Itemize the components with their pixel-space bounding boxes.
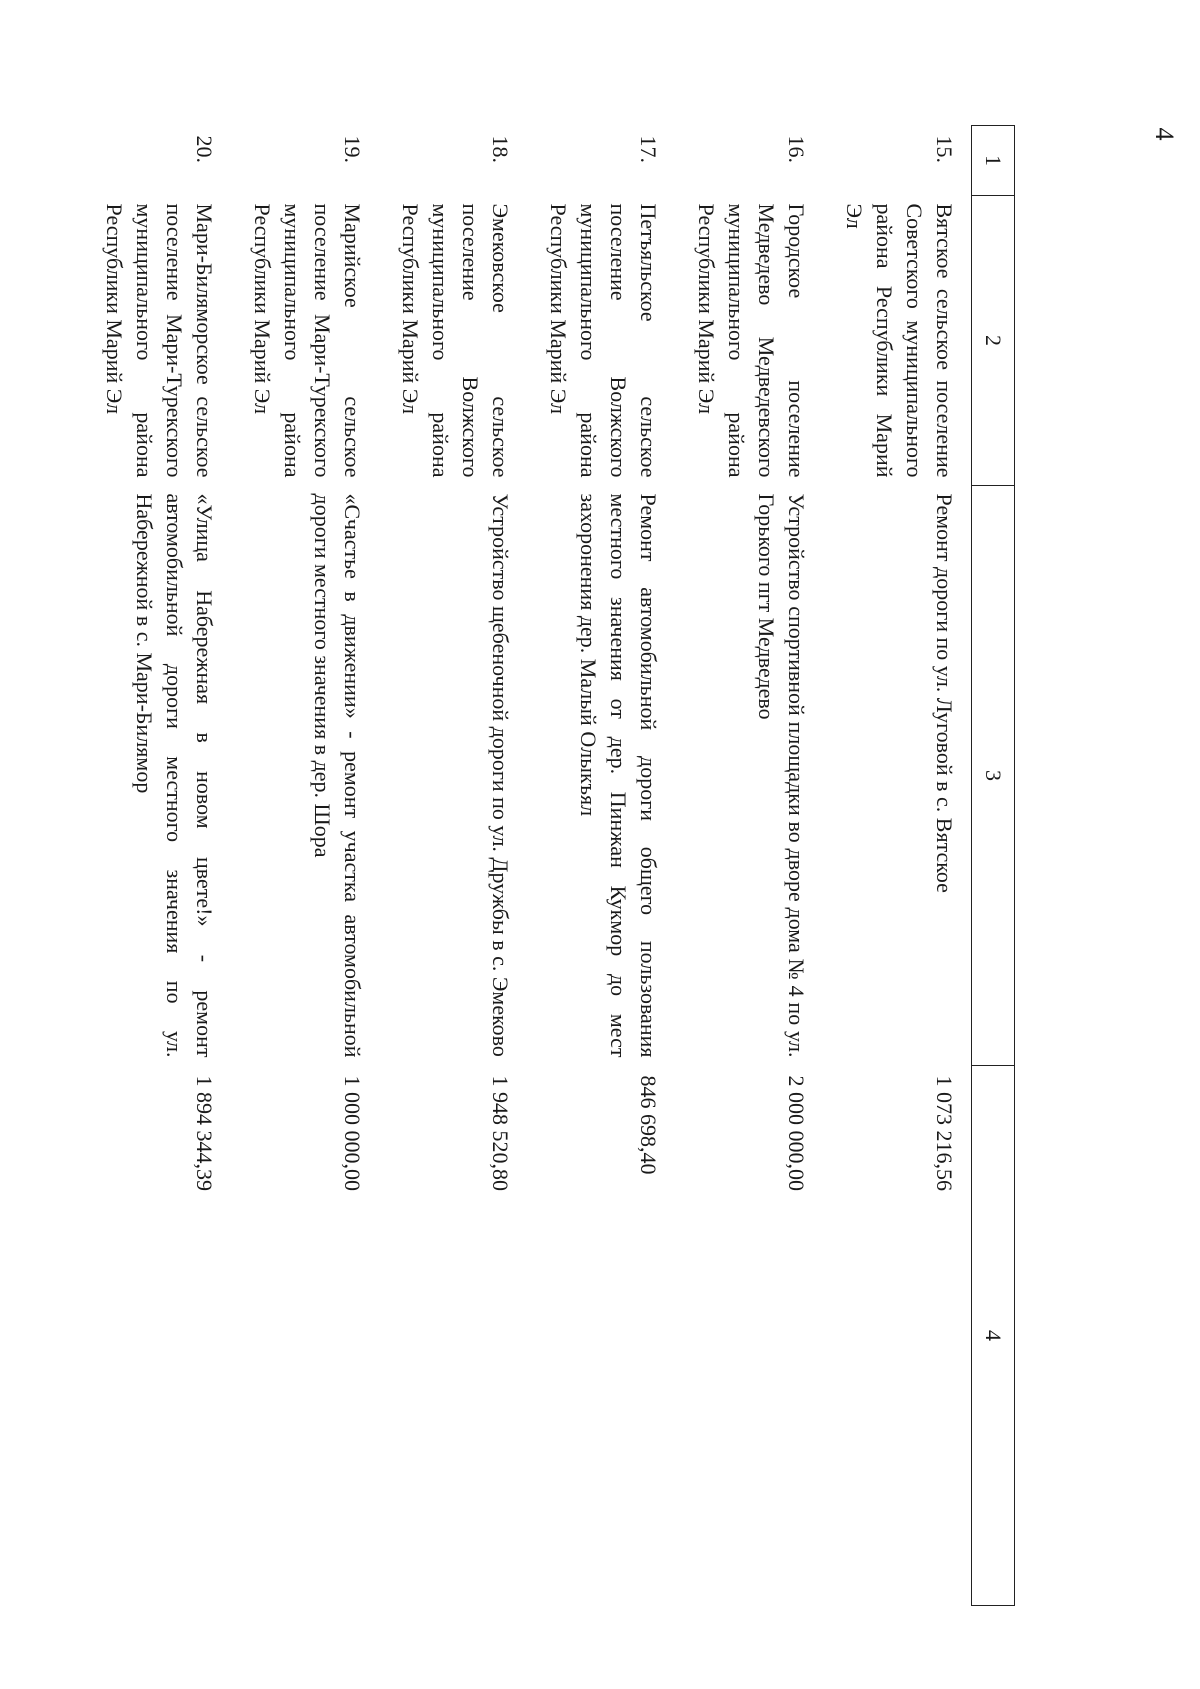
table-row <box>821 126 972 1606</box>
amount-cell: 846 698,40 <box>636 1075 661 1175</box>
row-number: 15. <box>932 135 957 163</box>
row-number: 18. <box>488 135 513 163</box>
recipient-cell: Петъяльское сельское поселение Волжского муниципального района Республики Марий Эл <box>546 203 661 478</box>
amount-cell: 1 948 520,80 <box>488 1075 513 1191</box>
row-number: 17. <box>636 135 661 163</box>
project-cell: Устройство щебеночной дороги по ул. Дружбы в с. Эмеково <box>488 493 513 1057</box>
table-row <box>229 126 377 1606</box>
recipient-cell: Мари-Биляморское сельское поселение Мари-Турекского муниципального района Республики Марий Эл <box>102 203 217 478</box>
funding-table <box>81 125 1015 1606</box>
column-header-4: 4 <box>972 1066 1015 1606</box>
row-number: 19. <box>340 135 365 163</box>
project-cell: «Улица Набережная в новом цвете!» - ремонт автомобильной дороги местного значения по ул. Набережной в с. Мари-Билямор <box>132 493 217 1058</box>
rotated-table-container <box>102 125 1015 1605</box>
project-cell: Устройство спортивной площадки во дворе дома № 4 по ул. Горького пгт Медведево <box>754 493 809 1058</box>
amount-cell: 2 000 000,00 <box>784 1075 809 1191</box>
rotated-page-content <box>102 125 1015 1605</box>
table-row <box>81 126 229 1606</box>
recipient-cell: Марийское сельское поселение Мари-Турекского муниципального района Республики Марий Эл <box>250 203 365 478</box>
amount-cell: 1 000 000,00 <box>340 1075 365 1191</box>
row-number: 16. <box>784 135 809 163</box>
table-row <box>673 126 821 1606</box>
column-header-3: 3 <box>972 486 1015 1066</box>
column-header-2: 2 <box>972 196 1015 486</box>
table-row <box>525 126 673 1606</box>
amount-cell: 1 073 216,56 <box>932 1075 957 1191</box>
project-cell: «Счастье в движении» - ремонт участка автомобильной дороги местного значения в дер. Шора <box>310 493 365 1058</box>
row-number: 20. <box>192 135 217 163</box>
page-number: 4 <box>1150 127 1179 141</box>
recipient-cell: Вятское сельское поселение Советского муниципального района Республики Марий Эл <box>842 203 957 478</box>
amount-cell: 1 894 344,39 <box>192 1075 217 1191</box>
recipient-cell: Городское поселение Медведево Медведевского муниципального района Республики Марий Эл <box>694 203 809 478</box>
project-cell: Ремонт автомобильной дороги общего пользования местного значения от дер. Пинжан Кукмор до мест захоронения дер. Малый Олыкъял <box>576 493 661 1058</box>
recipient-cell: Эмековское сельское поселение Волжского муниципального района Республики Марий Эл <box>398 203 513 478</box>
table-header-row <box>972 126 1015 1606</box>
table-row <box>377 126 525 1606</box>
project-cell: Ремонт дороги по ул. Луговой в с. Вятское <box>932 493 957 893</box>
column-header-1: 1 <box>972 126 1015 196</box>
